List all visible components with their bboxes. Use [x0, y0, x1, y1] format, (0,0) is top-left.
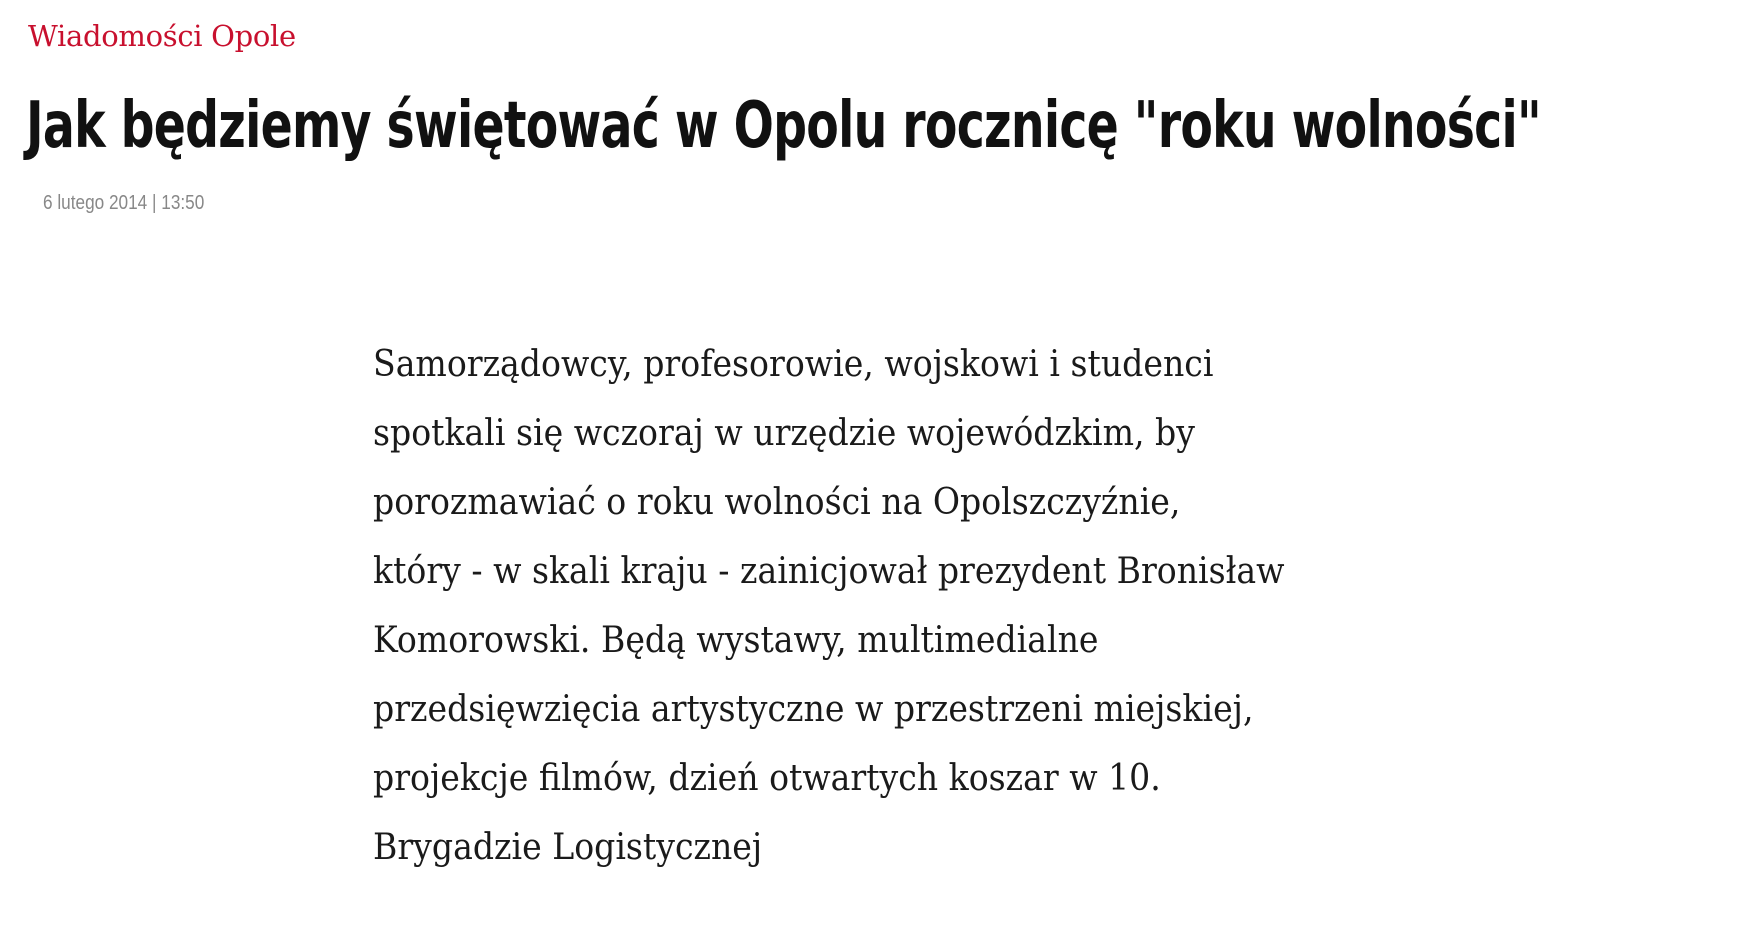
article-title: Jak będziemy świętować w Opolu rocznicę "roku wolności" — [26, 89, 1541, 163]
lead-line: który - w skali kraju - zainicjował prezydent Bronisław — [373, 551, 1285, 592]
lead-line: porozmawiać o roku wolności na Opolszczyźnie, — [373, 482, 1181, 523]
lead-line: projekcje filmów, dzień otwartych koszar w 10. — [373, 758, 1161, 799]
lead-line: przedsięwzięcia artystyczne w przestrzeni miejskiej, — [373, 689, 1254, 730]
lead-line: spotkali się wczoraj w urzędzie wojewódzkim, by — [373, 413, 1195, 454]
section-link[interactable]: Wiadomości Opole — [28, 19, 296, 53]
publish-date: 6 lutego 2014 | 13:50 — [43, 192, 205, 214]
article-lead — [373, 330, 1453, 882]
lead-line: Komorowski. Będą wystawy, multimedialne — [373, 620, 1099, 661]
lead-line: Brygadzie Logistycznej — [373, 827, 763, 868]
lead-line: Samorządowcy, profesorowie, wojskowi i studenci — [373, 344, 1214, 385]
